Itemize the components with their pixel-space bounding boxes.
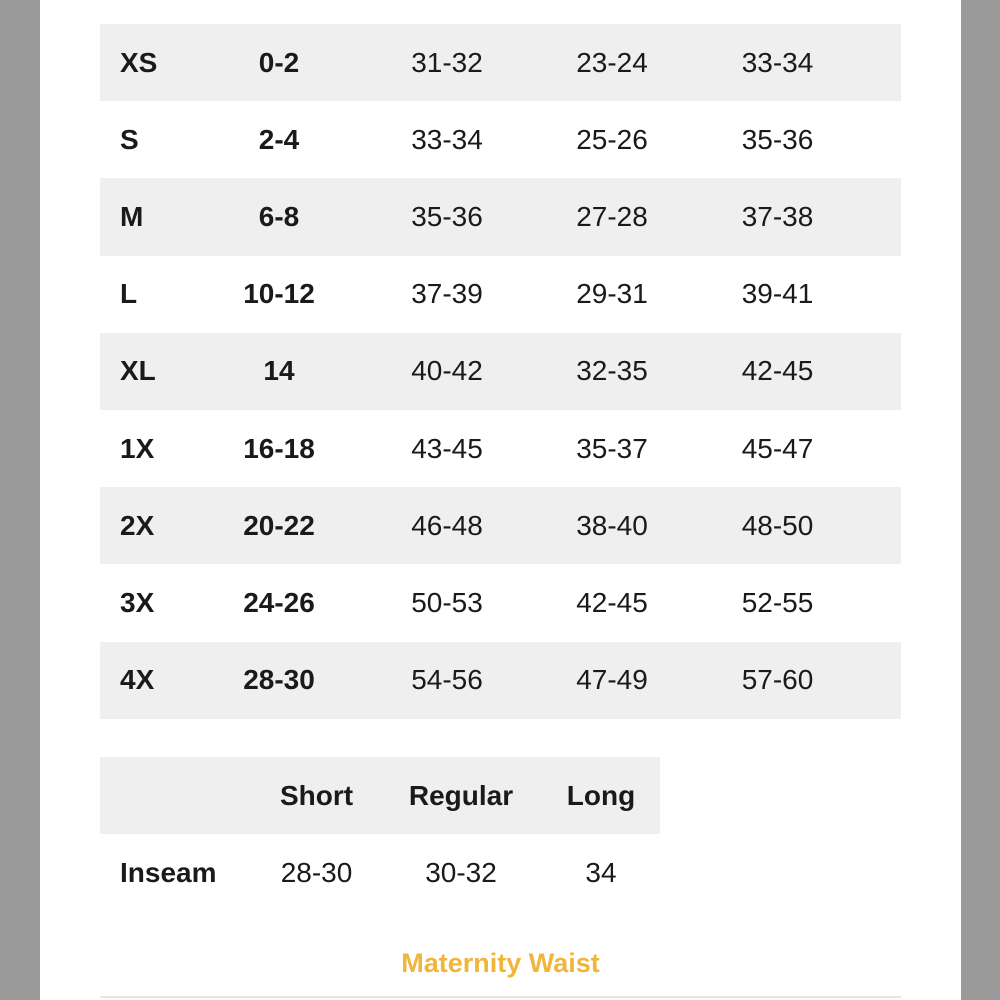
measurement-2: 42-45	[576, 586, 648, 618]
measurement-3: 48-50	[741, 509, 814, 541]
size-label: S	[120, 123, 139, 155]
table-row	[100, 333, 901, 410]
header-short: Short	[279, 779, 354, 811]
measurement-1: 43-45	[411, 432, 483, 464]
table-row	[100, 487, 901, 564]
measurement-2: 25-26	[576, 123, 648, 155]
numeric-size: 10-12	[243, 278, 315, 310]
table-row	[100, 101, 901, 178]
measurement-2: 38-40	[576, 509, 648, 541]
size-label: 3X	[120, 586, 155, 618]
measurement-1: 31-32	[411, 46, 483, 78]
table-row	[100, 178, 901, 255]
inseam-table	[100, 757, 660, 911]
numeric-size: 16-18	[243, 432, 315, 464]
numeric-size: 24-26	[243, 586, 315, 618]
size-label: 4X	[120, 664, 155, 696]
inseam-row	[100, 834, 660, 911]
measurement-2: 29-31	[576, 278, 648, 310]
header-long: Long	[566, 779, 636, 811]
numeric-size: 0-2	[258, 46, 300, 78]
measurement-2: 47-49	[576, 664, 648, 696]
size-label: XL	[120, 355, 156, 387]
size-label: L	[120, 278, 138, 310]
numeric-size: 20-22	[243, 509, 315, 541]
measurement-1: 50-53	[411, 586, 483, 618]
numeric-size: 2-4	[258, 123, 300, 155]
divider	[100, 996, 901, 998]
measurement-3: 37-38	[741, 200, 814, 232]
table-row	[100, 642, 901, 719]
measurement-3: 52-55	[741, 586, 814, 618]
inseam-header-row	[100, 757, 660, 834]
size-label: XS	[120, 46, 158, 78]
measurement-1: 40-42	[411, 355, 483, 387]
measurement-3: 33-34	[741, 46, 814, 78]
measurement-2: 23-24	[576, 46, 648, 78]
size-chart-table	[100, 24, 901, 719]
measurement-1: 37-39	[411, 278, 483, 310]
measurement-2: 27-28	[576, 200, 648, 232]
numeric-size: 28-30	[243, 664, 315, 696]
maternity-waist-heading: Maternity Waist	[401, 948, 600, 978]
measurement-3: 39-41	[741, 278, 814, 310]
measurement-1: 46-48	[411, 509, 483, 541]
table-row	[100, 24, 901, 101]
table-row	[100, 564, 901, 641]
inseam-label: Inseam	[120, 856, 217, 888]
measurement-3: 45-47	[741, 432, 814, 464]
inseam-short-value: 28-30	[280, 856, 353, 888]
inseam-regular-value: 30-32	[425, 856, 497, 888]
measurement-1: 54-56	[411, 664, 483, 696]
measurement-3: 42-45	[741, 355, 814, 387]
table-row	[100, 410, 901, 487]
size-label: 2X	[120, 509, 155, 541]
measurement-2: 32-35	[576, 355, 648, 387]
size-label: M	[120, 200, 144, 232]
measurement-1: 33-34	[411, 123, 483, 155]
numeric-size: 6-8	[258, 200, 300, 232]
header-regular: Regular	[408, 779, 514, 811]
measurement-1: 35-36	[411, 200, 483, 232]
size-label: 1X	[120, 432, 155, 464]
measurement-2: 35-37	[576, 432, 648, 464]
measurement-3: 57-60	[741, 664, 814, 696]
table-row	[100, 256, 901, 333]
measurement-3: 35-36	[741, 123, 814, 155]
numeric-size: 14	[263, 355, 295, 387]
size-chart-page	[40, 0, 961, 1000]
inseam-long-value: 34	[585, 856, 617, 888]
